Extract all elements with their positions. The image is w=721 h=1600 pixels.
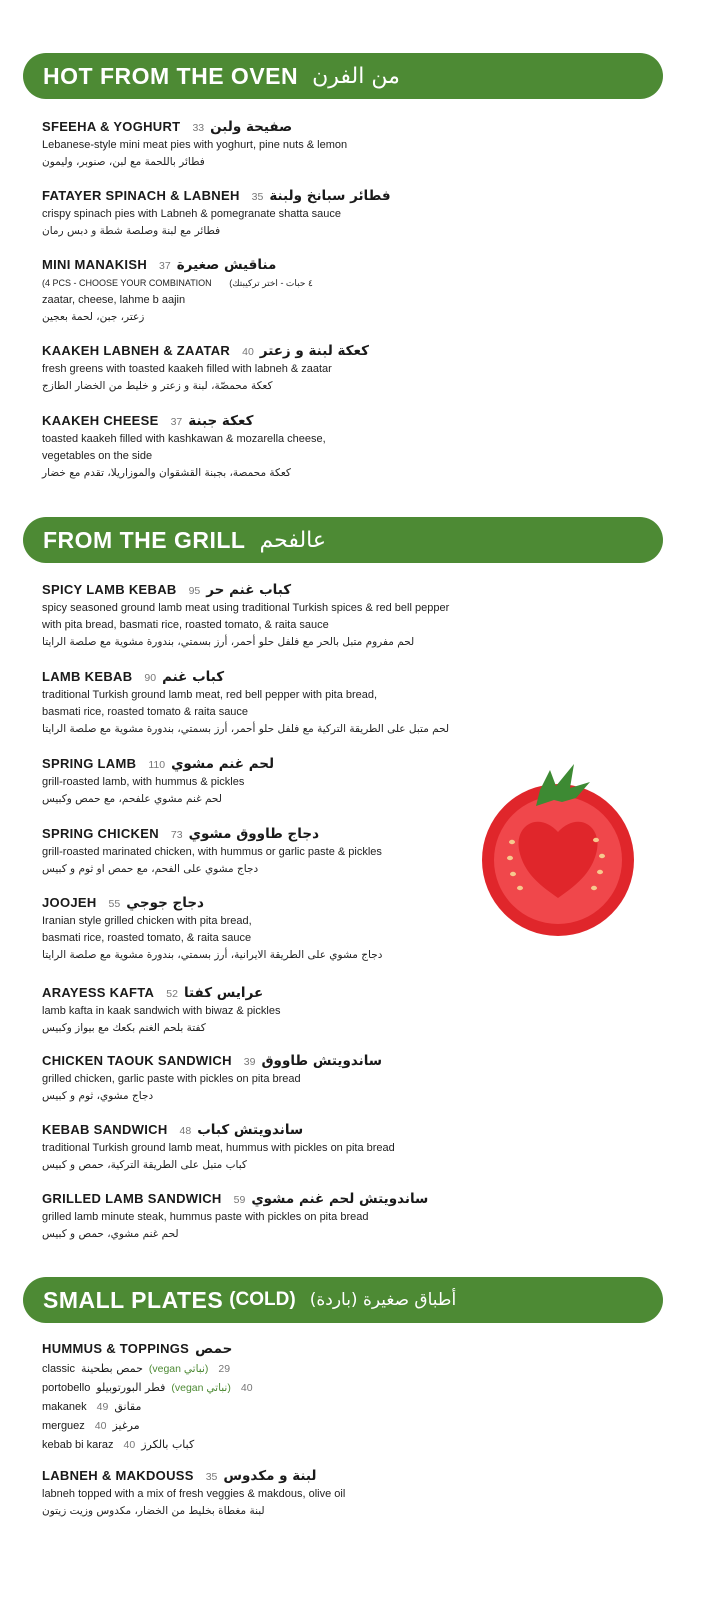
item-name: KEBAB SANDWICH (42, 1122, 168, 1137)
option-name-ar: مقانق (114, 1400, 142, 1413)
item-description-ar: زعتر، جبن، لحمة بعجين (42, 311, 145, 323)
item-name: KAAKEH LABNEH & ZAATAR (42, 343, 231, 358)
item-note (42, 275, 542, 292)
item-price: 59 (233, 1194, 246, 1206)
item-name-ar: كعكة جبنة (188, 413, 254, 429)
item-description-ar: لبنة مغطاة بخليط من الخضار، مكدوس وزيت زيتون (42, 1505, 265, 1517)
item-description: traditional Turkish ground lamb meat, red bell pepper with pita bread, (42, 689, 378, 701)
item-description: with pita bread, basmati rice, roasted tomato, & raita sauce (42, 619, 329, 631)
menu-item-chicken-taouk-sandwich (42, 1052, 542, 1105)
section-title-ar: عالفحم (259, 527, 326, 553)
tomato-seed (510, 872, 516, 876)
option-name-ar: حمص بطحينة (81, 1362, 143, 1375)
menu-item-spring-chicken (42, 825, 542, 878)
item-name: SPRING CHICKEN (42, 826, 159, 841)
item-price: 35 (205, 1471, 218, 1483)
menu-item-hummus (42, 1340, 542, 1358)
option-name-ar: مرغيز (112, 1419, 140, 1432)
menu-item-arayess-kafta (42, 984, 542, 1037)
hummus-option (42, 1436, 194, 1454)
item-name-ar: لبنة و مكدوس (223, 1468, 317, 1484)
option-name: portobello (42, 1382, 91, 1394)
item-description: grill-roasted marinated chicken, with hummus or garlic paste & pickles (42, 846, 382, 858)
item-description-ar: كعكة محمصّة، لبنة و زعتر و خليط من الخضار الطازج (42, 380, 273, 392)
item-name: KAAKEH CHEESE (42, 413, 159, 428)
option-price: 40 (123, 1439, 136, 1451)
item-name-ar: ساندويتش لحم غنم مشوي (251, 1191, 429, 1207)
item-price: 95 (188, 585, 201, 597)
tomato-seed (593, 838, 599, 842)
item-name: HUMMUS & TOPPINGS (42, 1341, 190, 1356)
item-description-ar: فطائر باللحمة مع لبن، صنوبر، وليمون (42, 156, 205, 168)
vegan-tag: (vegan نباتي) (171, 1382, 231, 1394)
tomato-seed (507, 856, 513, 860)
item-description: basmati rice, roasted tomato, & raita sauce (42, 932, 252, 944)
item-name-ar: ساندويتش كباب (197, 1122, 304, 1138)
tomato-seed (509, 840, 515, 844)
section-title-en: FROM THE GRILL (43, 526, 246, 553)
hummus-option (42, 1379, 253, 1397)
menu-item-spring-lamb (42, 755, 542, 808)
item-name-ar: حمص (195, 1341, 233, 1357)
item-name: ARAYESS KAFTA (42, 985, 155, 1000)
item-price: 110 (148, 759, 166, 771)
option-name-ar: فطر البورتوبيلو (96, 1381, 166, 1394)
item-price: 37 (170, 416, 183, 428)
menu-item-kebab-sandwich (42, 1121, 542, 1174)
item-description-ar: كعكة محمصة، بجبنة القشقوان والموزاريلا، تقدم مع خضار (42, 467, 291, 479)
tomato-seed (591, 886, 597, 890)
item-name: SPRING LAMB (42, 756, 137, 771)
menu-item-lamb-kebab (42, 668, 542, 738)
item-name-ar: دجاج جوجي (126, 895, 204, 911)
item-name: JOOJEH (42, 895, 97, 910)
option-price: 40 (94, 1420, 107, 1432)
item-description: lamb kafta in kaak sandwich with biwaz & pickles (42, 1005, 281, 1017)
item-description: crispy spinach pies with Labneh & pomegranate shatta sauce (42, 208, 342, 220)
item-price: 37 (159, 260, 171, 272)
item-description: basmati rice, roasted tomato & raita sauce (42, 706, 249, 718)
tomato-seed (599, 854, 605, 858)
item-description: toasted kaakeh filled with kashkawan & mozarella cheese, (42, 433, 326, 445)
item-name: LAMB KEBAB (42, 669, 133, 684)
item-name-ar: كباب غنم حر (206, 582, 292, 598)
item-name: SPICY LAMB KEBAB (42, 582, 177, 597)
item-price: 52 (166, 988, 178, 1000)
item-price: 39 (243, 1056, 256, 1068)
option-name: kebab bi karaz (42, 1439, 114, 1451)
item-description-ar: دجاج مشوي، ثوم و كبيس (42, 1090, 154, 1102)
menu-item-joojeh (42, 894, 542, 964)
item-name: SFEEHA & YOGHURT (42, 119, 181, 134)
option-name: merguez (42, 1420, 85, 1432)
item-description-ar: كفتة بلحم الغنم بكعك مع بيواز وكبيس (42, 1022, 206, 1034)
item-description: spicy seasoned ground lamb meat using traditional Turkish spices & red bell pepper (42, 602, 450, 614)
section-title-en: HOT FROM THE OVEN (43, 62, 299, 89)
item-description-ar: فطائر مع لبنة وصلصة شطة و دبس رمان (42, 225, 221, 237)
item-name: CHICKEN TAOUK SANDWICH (42, 1053, 232, 1068)
tomato-seed (597, 870, 603, 874)
item-name-ar: لحم غنم مشوي (171, 756, 275, 772)
item-description: traditional Turkish ground lamb meat, hummus with pickles on pita bread (42, 1142, 395, 1154)
item-price: 55 (108, 898, 121, 910)
menu-item-sfeeha (42, 118, 542, 171)
tomato-illustration (478, 762, 640, 936)
hummus-option (42, 1360, 230, 1378)
item-price: 40 (242, 346, 254, 358)
hummus-option (42, 1398, 141, 1416)
item-description: grill-roasted lamb, with hummus & pickles (42, 776, 245, 788)
item-note-en: (4 PCS - CHOOSE YOUR COMBINATION (42, 278, 212, 288)
item-description: Iranian style grilled chicken with pita bread, (42, 915, 252, 927)
item-price: 90 (144, 672, 157, 684)
section-title-en-cold: (COLD) (229, 1289, 296, 1310)
item-description: grilled chicken, garlic paste with pickles on pita bread (42, 1073, 301, 1085)
item-name-ar: ساندويتش طاووق (261, 1053, 383, 1069)
option-price: 29 (218, 1363, 231, 1375)
item-name-ar: دجاج طاووق مشوي (188, 826, 320, 842)
option-name: makanek (42, 1401, 87, 1413)
option-name: classic (42, 1363, 76, 1375)
item-description-ar: لحم غنم مشوي علفحم، مع حمص وكبيس (42, 793, 222, 805)
item-price: 73 (170, 829, 183, 841)
item-price: 48 (179, 1125, 192, 1137)
item-price: 35 (251, 191, 264, 203)
item-name: LABNEH & MAKDOUSS (42, 1468, 194, 1483)
item-description-ar: لحم مفروم متبل بالحر مع فلفل حلو أحمر، أرز بسمتي، بندورة مشوية مع صلصة الرايتا (42, 636, 415, 648)
item-name-ar: مناقيش صغيرة (176, 257, 277, 273)
vegan-tag: (vegan نباتي) (148, 1363, 209, 1375)
item-name-ar: كعكة لبنة و زعتر (259, 343, 369, 359)
option-price: 40 (240, 1382, 253, 1394)
item-name-ar: صفيحة ولبن (210, 119, 293, 135)
section-banner-oven (23, 53, 663, 99)
section-title-en: SMALL PLATES (43, 1286, 224, 1313)
menu-item-kaakeh-labneh (42, 342, 542, 395)
item-description: grilled lamb minute steak, hummus paste with pickles on pita bread (42, 1211, 369, 1223)
item-name-ar: عرايس كفتا (183, 985, 264, 1001)
menu-item-fatayer (42, 187, 542, 240)
item-note-ar: (٤ حبات - اختر تركيبتك (229, 278, 313, 288)
hummus-option (42, 1417, 140, 1435)
item-name: MINI MANAKISH (42, 257, 148, 272)
section-title-ar: من الفرن (312, 63, 400, 89)
item-name: FATAYER SPINACH & LABNEH (42, 188, 240, 203)
item-name-ar: كباب غنم (162, 669, 225, 685)
menu-item-grilled-lamb-sandwich (42, 1190, 542, 1243)
item-description: fresh greens with toasted kaakeh filled with labneh & zaatar (42, 363, 332, 375)
item-name-ar: فطائر سبانخ ولبنة (269, 188, 391, 204)
section-title-ar: أطباق صغيرة (باردة) (309, 1290, 457, 1310)
item-price: 33 (192, 122, 205, 134)
option-price: 49 (96, 1401, 109, 1413)
tomato-seed (517, 886, 523, 890)
item-description-ar: لحم غنم مشوي، حمص و كبيس (42, 1228, 179, 1240)
section-banner-grill (23, 517, 663, 563)
option-name-ar: كباب بالكرز (141, 1438, 195, 1451)
item-description: Lebanese-style mini meat pies with yoghurt, pine nuts & lemon (42, 139, 348, 151)
item-name: GRILLED LAMB SANDWICH (42, 1191, 222, 1206)
item-description-ar: دجاج مشوي على الطريقة الايرانية، أرز بسمتي، بندورة مشوية مع صلصة الرايتا (42, 949, 383, 961)
item-description-ar: كباب متبل على الطريقة التركية، حمص و كبيس (42, 1159, 247, 1171)
menu-item-spicy-lamb-kebab (42, 581, 542, 651)
item-description-ar: دجاج مشوي على الفحم، مع حمص او ثوم و كبيس (42, 863, 259, 875)
item-description: vegetables on the side (42, 450, 153, 462)
section-banner-small-plates (23, 1277, 663, 1323)
menu-item-labneh-makdouss (42, 1467, 542, 1520)
menu-item-kaakeh-cheese (42, 412, 542, 482)
item-description: zaatar, cheese, lahme b aajin (42, 294, 186, 306)
item-description: labneh topped with a mix of fresh veggies & makdous, olive oil (42, 1488, 346, 1500)
menu-item-mini-manakish (42, 256, 542, 326)
item-description-ar: لحم متبل على الطريقة التركية مع فلفل حلو أحمر، أرز بسمتي، بندورة مشوية مع صلصة الرايتا (42, 723, 450, 735)
